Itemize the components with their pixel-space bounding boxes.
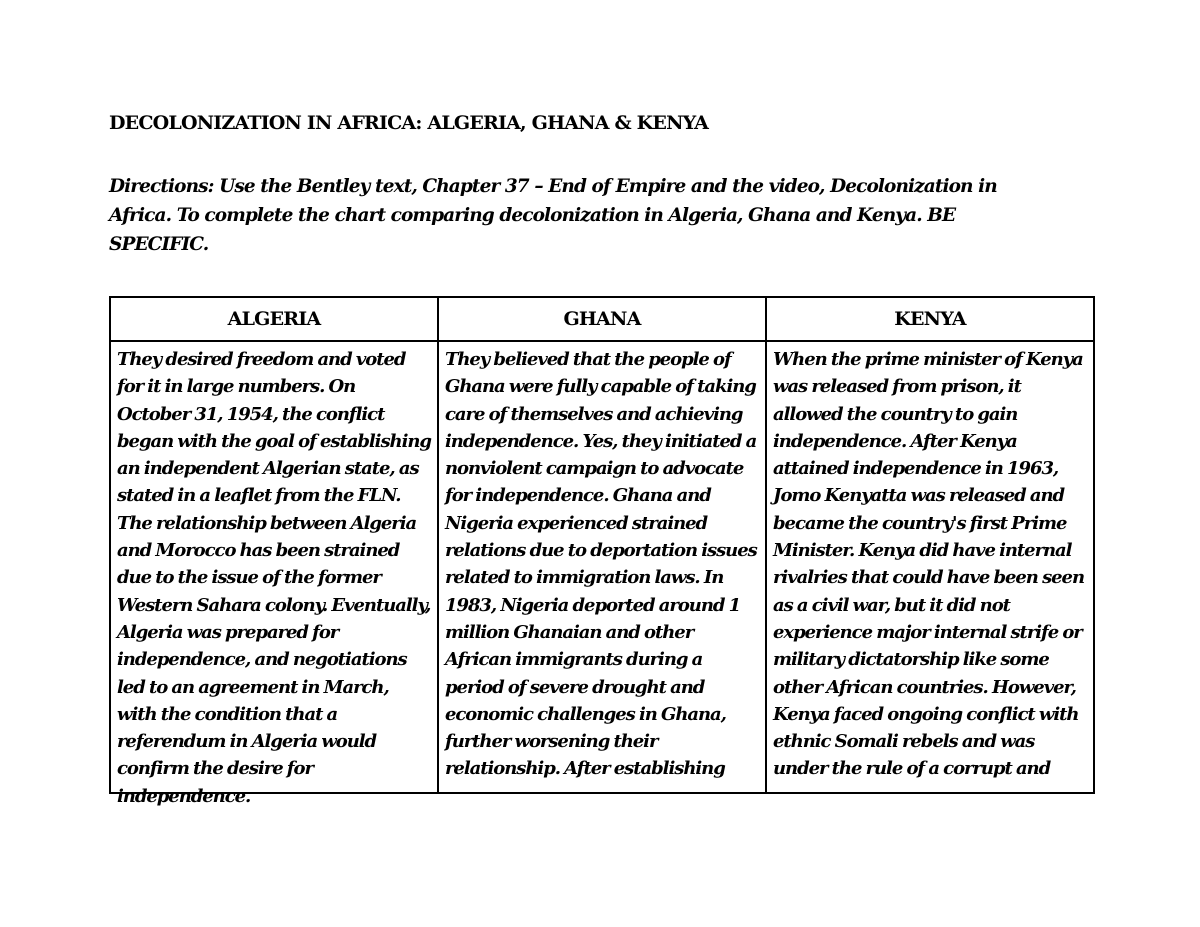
column-header-algeria: ALGERIA <box>110 297 438 341</box>
cell-text-algeria: They desired freedom and voted for it in large numbers. On October 31, 1954, the conflict began with the goal of establishing an independent Algerian state, as stated in a leaflet from the FLN. The relationship between Algeria and Morocco has been strained due to the issue of the former Western Sahara colony. Eventually, Algeria was prepared for independence, and negotiations led to an agreement in March, with the condition that a referendum in Algeria would confirm the desire for independence. <box>117 349 431 807</box>
table-row <box>110 341 1094 793</box>
column-header-ghana: GHANA <box>438 297 766 341</box>
comparison-chart <box>109 296 1095 807</box>
cell-text-kenya: When the prime minister of Kenya was released from prison, it allowed the country to gain independence. After Kenya attained independence in 1963, Jomo Kenyatta was released and became the country's first Prime Minister. Kenya did have internal rivalries that could have been seen as a civil war, but it did not experience major internal strife or military dictatorship like some other African countries. However, Kenya faced ongoing conflict with ethnic Somali rebels and was under the rule of a corrupt and <box>773 349 1084 780</box>
cell-text-ghana: They believed that the people of Ghana were fully capable of taking care of themselves and achieving independence. Yes, they initiated a nonviolent campaign to advocate for independence. Ghana and Nigeria experienced strained relations due to deportation issues related to immigration laws. In 1983, Nigeria deported around 1 million Ghanaian and other African immigrants during a period of severe drought and economic challenges in Ghana, further worsening their relationship. After establishing <box>445 349 757 780</box>
cell-algeria <box>110 341 438 807</box>
cell-kenya <box>766 341 1094 793</box>
cell-ghana <box>438 341 766 793</box>
header-row <box>110 297 1094 341</box>
document-title: DECOLONIZATION IN AFRICA: ALGERIA, GHANA & KENYA <box>109 112 709 134</box>
directions-text: Directions: Use the Bentley text, Chapter 37 – End of Empire and the video, Decolonization in Africa. To complete the chart comparing decolonization in Algeria, Ghana and Kenya. BE SPECIFIC. <box>109 176 997 255</box>
column-header-kenya: KENYA <box>766 297 1094 341</box>
